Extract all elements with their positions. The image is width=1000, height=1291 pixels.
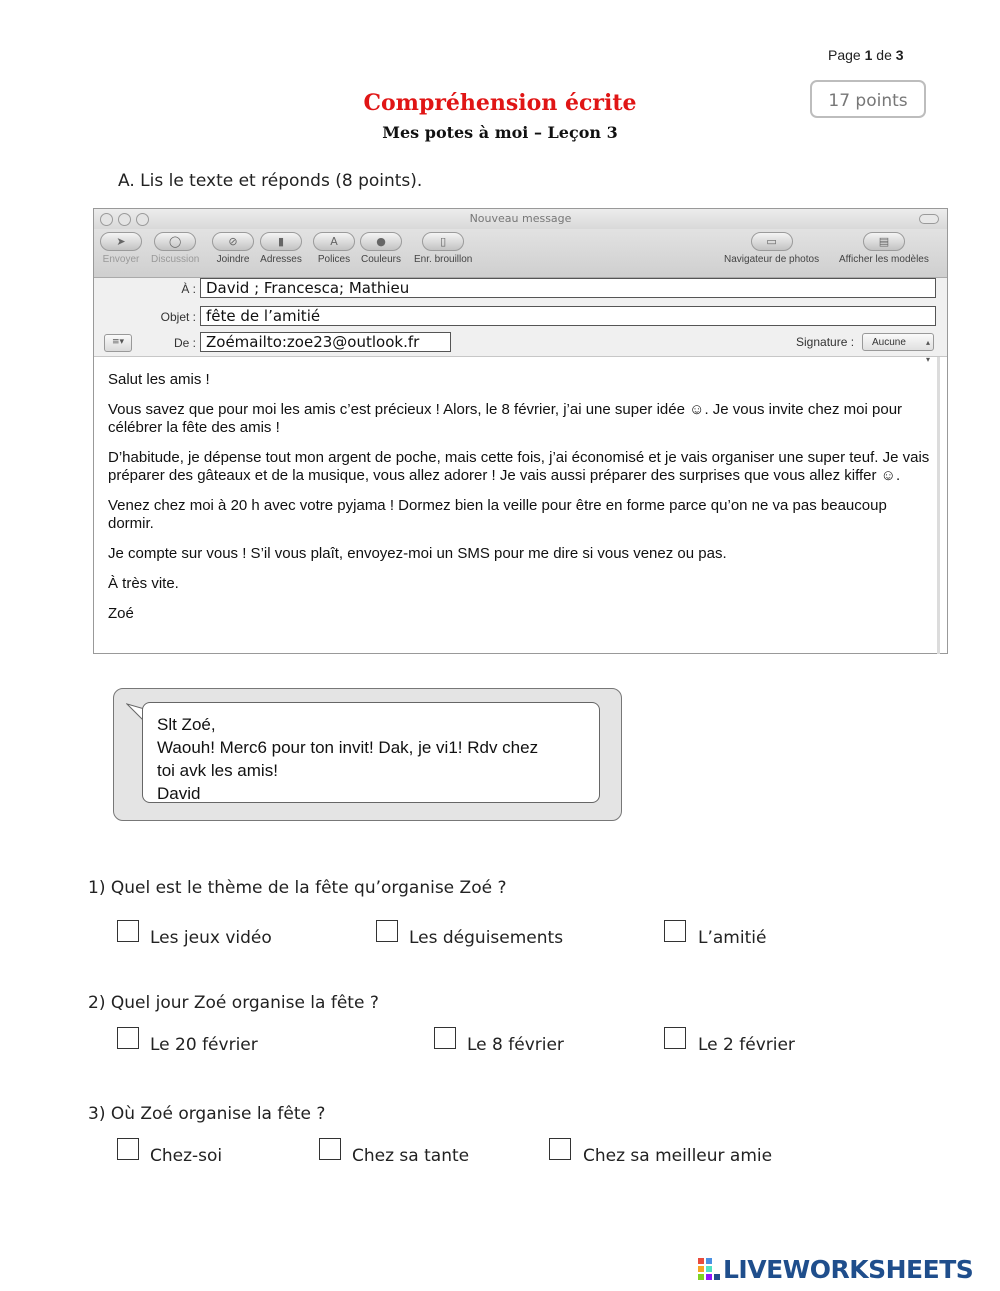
liveworksheets-logo-icon xyxy=(698,1258,720,1280)
q2-option-1-checkbox[interactable] xyxy=(117,1027,139,1049)
q1-option-1-label: Les jeux vidéo xyxy=(150,928,272,948)
paperclip-icon: ⊘ xyxy=(212,232,254,251)
to-label: À : xyxy=(181,282,196,296)
sms-line: Slt Zoé, xyxy=(157,715,216,734)
q3-option-1-checkbox[interactable] xyxy=(117,1138,139,1160)
mail-paragraph: Vous savez que pour moi les amis c’est précieux ! Alors, le 8 février, j’ai une super idée ☺. Je vous invite chez moi pour célébrer la fête des amis ! xyxy=(108,401,903,436)
show-templates-button: ▤ Afficher les modèles xyxy=(839,232,929,265)
from-label: De : xyxy=(173,336,196,350)
subject-field: fête de l’amitié xyxy=(200,306,936,326)
mail-paragraph: Je compte sur vous ! S’il vous plaît, envoyez-moi un SMS pour me dire si vous venez ou pas. xyxy=(108,545,727,562)
draft-icon: ▯ xyxy=(422,232,464,251)
address-book-icon: ▮ xyxy=(260,232,302,251)
mail-titlebar xyxy=(94,209,947,229)
q3-option-3-checkbox[interactable] xyxy=(549,1138,571,1160)
section-instruction: A. Lis le texte et réponds (8 points). xyxy=(118,171,423,191)
mail-body xyxy=(94,357,934,654)
q2-option-1-label: Le 20 février xyxy=(150,1035,258,1055)
q1-option-3-label: L’amitié xyxy=(698,928,767,948)
sms-line: David xyxy=(157,784,201,803)
photo-browser-button: ▭ Navigateur de photos xyxy=(724,232,819,265)
q2-option-3-label: Le 2 février xyxy=(698,1035,795,1055)
mail-paragraph: D’habitude, je dépense tout mon argent de poche, mais cette fois, j’ai économisé et je vais organiser une super teuf. Je vais préparer des gâteaux et de la musique, vous allez adorer ! Je vais aussi préparer des surprises que vous allez kiffer ☺. xyxy=(108,449,930,484)
question-2: 2) Quel jour Zoé organise la fête ? xyxy=(88,993,379,1013)
sms-text xyxy=(142,702,600,803)
color-wheel-icon: ● xyxy=(360,232,402,251)
mail-paragraph: Zoé xyxy=(108,605,134,622)
mail-window xyxy=(93,208,948,654)
zoom-window-icon xyxy=(136,213,149,226)
subject-label: Objet : xyxy=(160,310,196,324)
send-button: ➤ Envoyer xyxy=(100,232,142,265)
q3-option-2-checkbox[interactable] xyxy=(319,1138,341,1160)
sms-line: Waouh! Merc6 pour ton invit! Dak, je vi1! Rdv chez xyxy=(157,738,539,757)
q3-option-2-label: Chez sa tante xyxy=(352,1146,470,1166)
header-options-button: ≡▾ xyxy=(104,334,132,352)
mail-toolbar xyxy=(94,229,947,278)
fonts-icon: A xyxy=(313,232,355,251)
send-icon: ➤ xyxy=(100,232,142,251)
toolbar-toggle-icon xyxy=(919,214,939,224)
q2-option-2-checkbox[interactable] xyxy=(434,1027,456,1049)
q3-option-1-label: Chez-soi xyxy=(150,1146,223,1166)
fonts-button: A Polices xyxy=(313,232,355,265)
addresses-button: ▮ Adresses xyxy=(260,232,302,265)
minimize-window-icon xyxy=(118,213,131,226)
q2-option-3-checkbox[interactable] xyxy=(664,1027,686,1049)
save-draft-button: ▯ Enr. brouillon xyxy=(414,232,472,265)
window-title: Nouveau message xyxy=(469,212,572,225)
q3-option-3-label: Chez sa meilleur amie xyxy=(583,1146,773,1166)
mail-paragraph: À très vite. xyxy=(108,575,179,592)
sms-line: toi avk les amis! xyxy=(157,761,278,780)
close-window-icon xyxy=(100,213,113,226)
templates-icon: ▤ xyxy=(863,232,905,251)
q1-option-3-checkbox[interactable] xyxy=(664,920,686,942)
question-3: 3) Où Zoé organise la fête ? xyxy=(88,1104,326,1124)
liveworksheets-logo-text: LIVEWORKSHEETS xyxy=(723,1255,974,1284)
colors-button: ● Couleurs xyxy=(360,232,402,265)
page-title: Compréhension écrite xyxy=(363,90,637,116)
q1-option-2-checkbox[interactable] xyxy=(376,920,398,942)
discussion-button: ◯ Discussion xyxy=(151,232,199,265)
mail-scrollbar xyxy=(937,357,940,654)
chat-icon: ◯ xyxy=(154,232,196,251)
from-field: Zoémailto:zoe23@outlook.fr xyxy=(200,332,451,352)
question-1: 1) Quel est le thème de la fête qu’organise Zoé ? xyxy=(88,878,507,898)
page-number: Page 1 de 3 xyxy=(828,47,904,63)
mail-paragraph: Venez chez moi à 20 h avec votre pyjama ! Dormez bien la veille pour être en forme parce qu’on ne va pas beaucoup dormir. xyxy=(108,497,887,532)
sms-message xyxy=(113,688,622,821)
signature-select: Aucune ▴ ▾ xyxy=(862,333,934,351)
points-badge: 17 points xyxy=(810,80,926,118)
mail-header-fields xyxy=(94,278,947,364)
q1-option-1-checkbox[interactable] xyxy=(117,920,139,942)
attach-button: ⊘ Joindre xyxy=(212,232,254,265)
photo-browser-icon: ▭ xyxy=(751,232,793,251)
signature-label: Signature : xyxy=(796,335,855,349)
q1-option-2-label: Les déguisements xyxy=(409,928,564,948)
mail-paragraph: Salut les amis ! xyxy=(108,371,210,388)
to-field: David ; Francesca; Mathieu xyxy=(200,278,936,298)
q2-option-2-label: Le 8 février xyxy=(467,1035,564,1055)
updown-arrow-icon: ▴ ▾ xyxy=(925,338,930,364)
page-subtitle: Mes potes à moi – Leçon 3 xyxy=(382,123,618,142)
